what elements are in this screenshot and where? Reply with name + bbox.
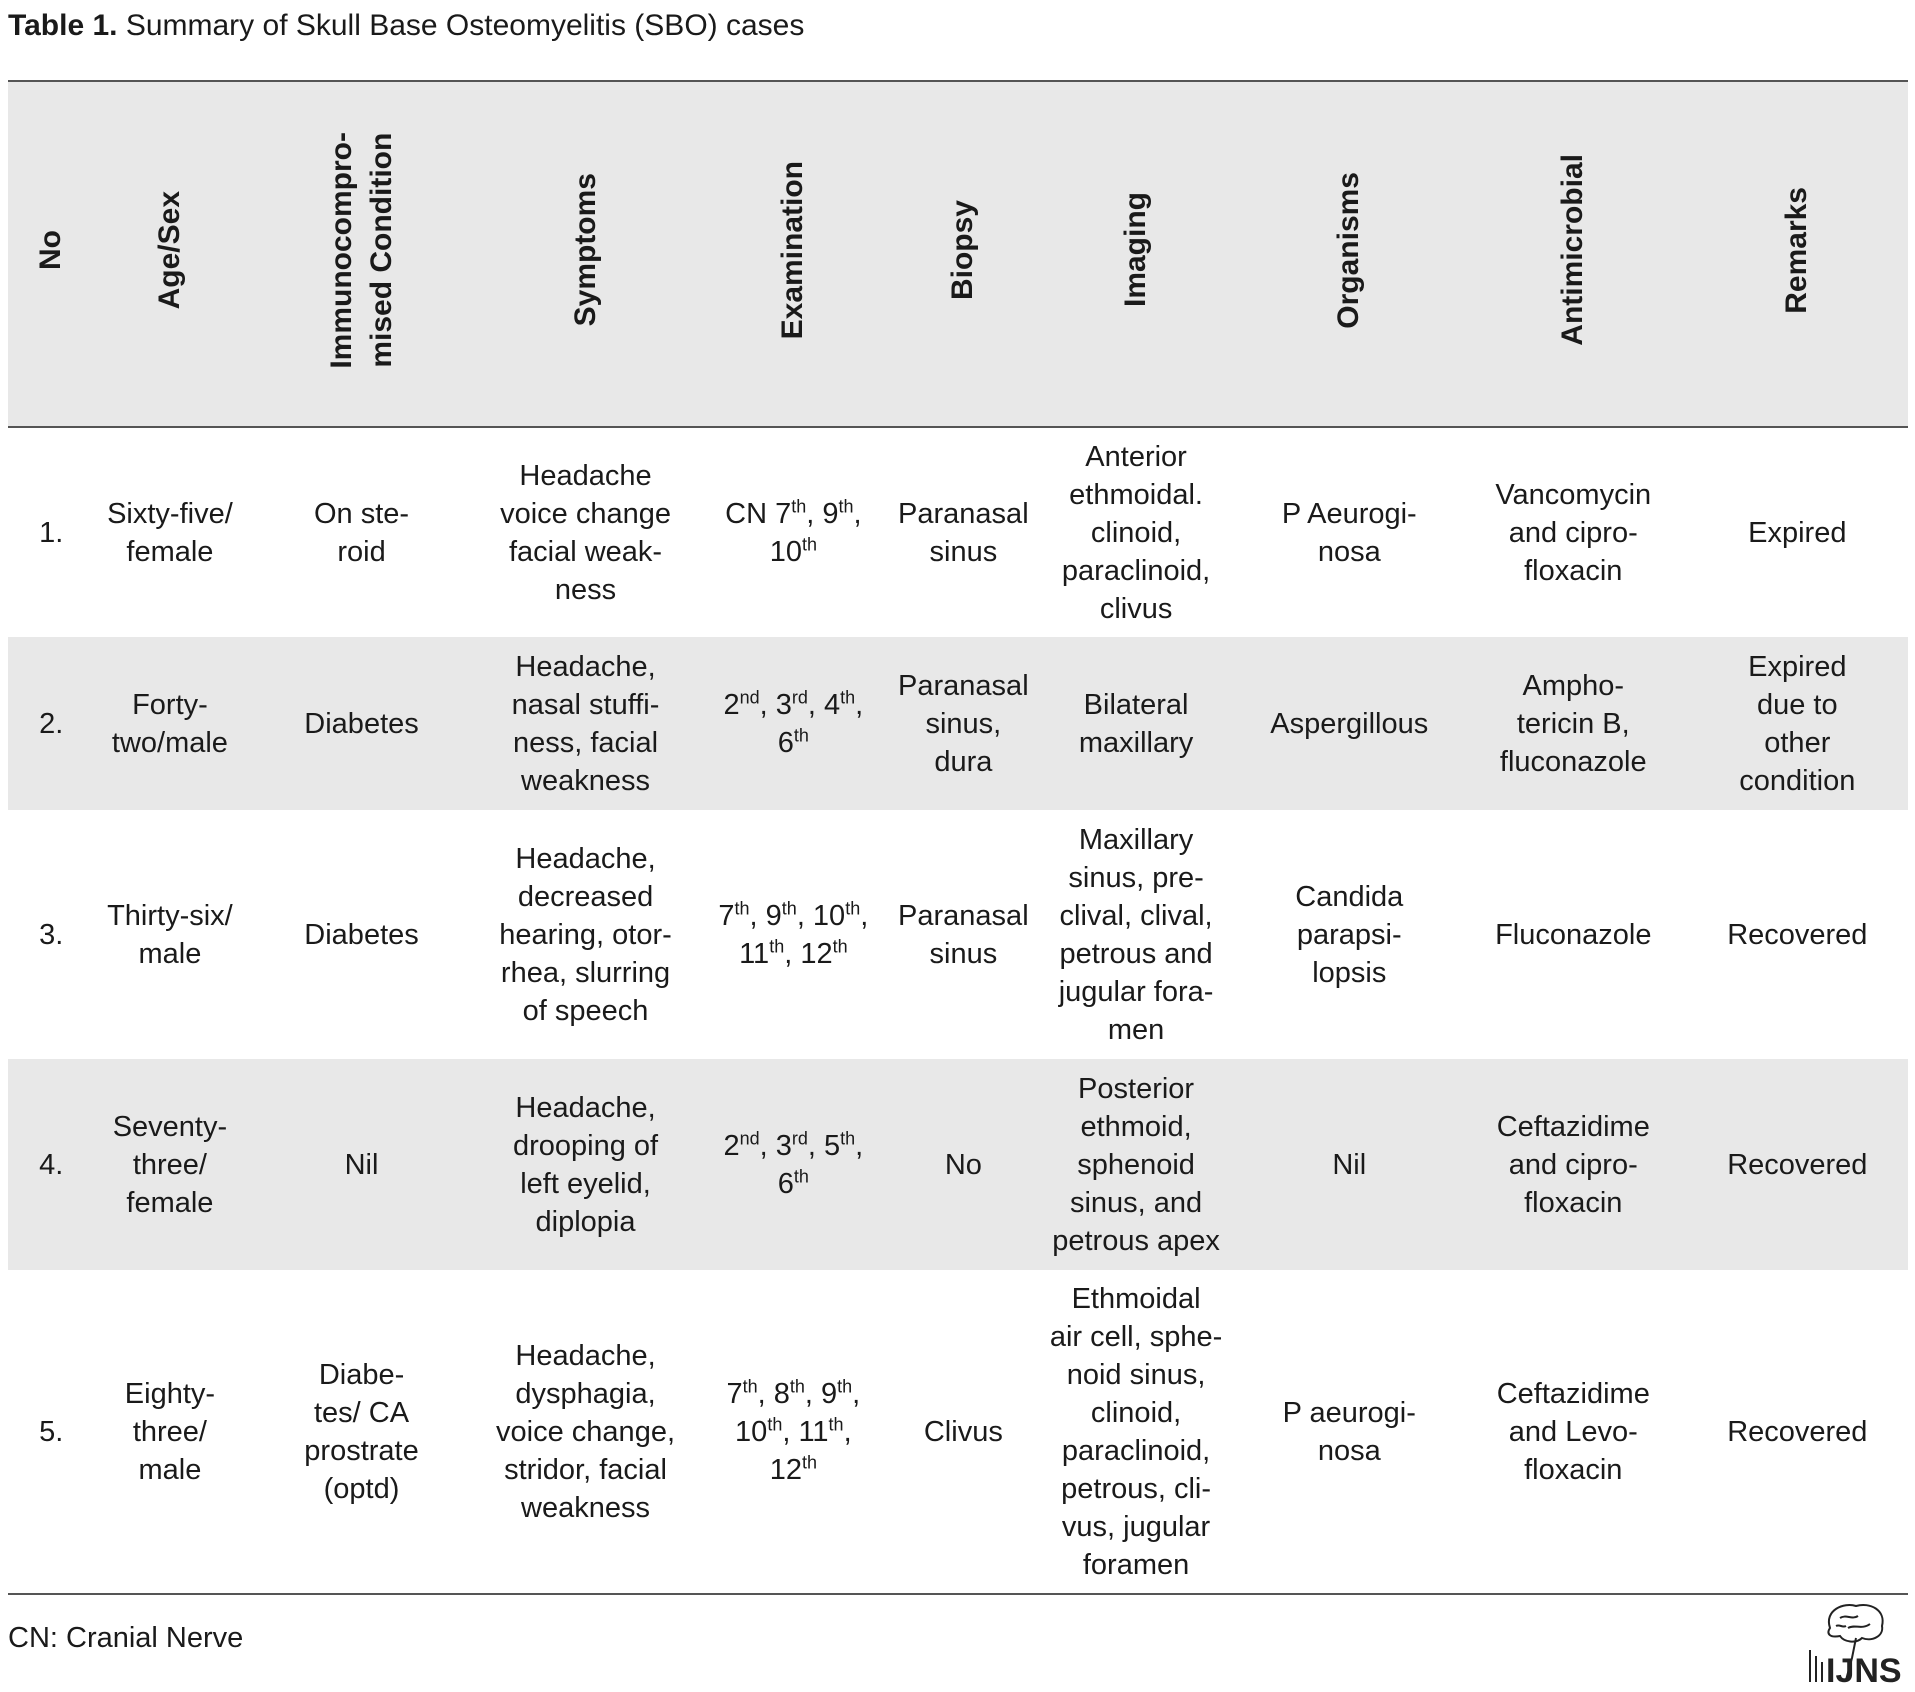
- cell-age-sex: Forty- two/male: [94, 637, 245, 810]
- cell-symptoms: Headache, decreased hearing, otor- rhea, slurring of speech: [499, 842, 672, 1027]
- header-antimicrobial: Antimicrobial: [1460, 81, 1687, 427]
- table-row: [8, 637, 1908, 810]
- cell-remarks: Expired due to other condition: [1687, 637, 1908, 810]
- cell-imaging: Maxillary sinus, pre- clival, clival, petrous and jugular fora- men: [1058, 823, 1214, 1046]
- cell-antimicrobial: Ceftazidime and cipro- floxacin: [1460, 1059, 1687, 1270]
- cell-age-sex: Seventy- three/ female: [94, 1059, 245, 1270]
- table-row: [8, 1270, 1908, 1594]
- table-row: [8, 1059, 1908, 1270]
- cell-condition: Nil: [245, 1059, 477, 1270]
- cell-symptoms: Headache, drooping of left eyelid, diplopia: [478, 1059, 694, 1270]
- table-caption-text: Summary of Skull Base Osteomyelitis (SBO) cases: [117, 9, 805, 42]
- table-row: [8, 810, 1908, 1059]
- cell-organisms: P aeurogi- nosa: [1239, 1270, 1460, 1594]
- cell-age-sex: Eighty- three/ male: [94, 1270, 245, 1594]
- cell-antimicrobial: Ampho- tericin B, fluconazole: [1460, 637, 1687, 810]
- header-imaging: Imaging: [1034, 81, 1239, 427]
- cell-condition: Diabe- tes/ CA prostrate (optd): [245, 1270, 477, 1594]
- cell-examination: 7th, 9th, 10th, 11th, 12th: [718, 897, 869, 970]
- header-no: No: [8, 81, 94, 427]
- cell-biopsy: Paranasal sinus, dura: [893, 637, 1033, 810]
- footnote: CN: Cranial Nerve: [8, 1622, 244, 1654]
- cell-imaging: Posterior ethmoid, sphenoid sinus, and petrous apex: [1034, 1059, 1239, 1270]
- cell-organisms: Nil: [1239, 1059, 1460, 1270]
- cell-examination: 7th, 8th, 9th, 10th, 11th, 12th: [693, 1270, 893, 1594]
- cell-imaging: Anterior ethmoidal. clinoid, paraclinoid, clivus: [1061, 440, 1211, 625]
- cell-no: 5.: [8, 1270, 94, 1594]
- header-examination: Examination: [693, 81, 893, 427]
- sbo-cases-table: [8, 80, 1908, 1595]
- header-symptoms: Symptoms: [478, 81, 694, 427]
- cell-remarks: Recovered: [1727, 918, 1868, 951]
- header-immunocompromised: Immunocompro- mised Condition: [245, 81, 477, 427]
- header-remarks: Remarks: [1687, 81, 1908, 427]
- cell-symptoms: Headache voice change facial weak- ness: [500, 459, 671, 606]
- cell-imaging: Bilateral maxillary: [1034, 637, 1239, 810]
- cell-examination: 2nd, 3rd, 4th, 6th: [693, 637, 893, 810]
- table-caption-label: Table 1.: [8, 9, 118, 42]
- brain-logo-icon: [1800, 1600, 1904, 1686]
- logo-text: IJNS: [1826, 1652, 1902, 1686]
- cell-remarks: Recovered: [1687, 1270, 1908, 1594]
- cell-biopsy: No: [893, 1059, 1033, 1270]
- cell-symptoms: Headache, nasal stuffi- ness, facial weakness: [478, 637, 694, 810]
- cell-antimicrobial: Vancomycin and cipro- floxacin: [1495, 478, 1652, 587]
- cell-biopsy: Clivus: [893, 1270, 1033, 1594]
- cell-no: 2.: [8, 637, 94, 810]
- table-row: [8, 427, 1908, 637]
- cell-condition: On ste- roid: [313, 497, 410, 568]
- cell-condition: Diabetes: [245, 637, 477, 810]
- cell-antimicrobial: Fluconazole: [1495, 918, 1652, 951]
- cell-no: 4.: [8, 1059, 94, 1270]
- cell-imaging: Ethmoidal air cell, sphe- noid sinus, clinoid, paraclinoid, petrous, cli- vus, jugular foramen: [1034, 1270, 1239, 1594]
- header-row: [8, 81, 1908, 427]
- cell-examination: CN 7th, 9th, 10th: [725, 495, 862, 568]
- header-biopsy: Biopsy: [893, 81, 1033, 427]
- cell-organisms: Candida parapsi- lopsis: [1295, 880, 1404, 989]
- header-age-sex: Age/Sex: [94, 81, 245, 427]
- table-caption: [8, 8, 804, 44]
- cell-remarks: Recovered: [1687, 1059, 1908, 1270]
- cell-organisms: P Aeurogi- nosa: [1281, 497, 1417, 568]
- cell-antimicrobial: Ceftazidime and Levo- floxacin: [1460, 1270, 1687, 1594]
- cell-condition: Diabetes: [304, 918, 419, 951]
- cell-examination: 2nd, 3rd, 5th, 6th: [693, 1059, 893, 1270]
- cell-age-sex: Thirty-six/ male: [107, 899, 233, 970]
- cell-organisms: Aspergillous: [1239, 637, 1460, 810]
- cell-no: 1.: [39, 516, 64, 549]
- cell-biopsy: Paranasal sinus: [898, 497, 1029, 568]
- cell-remarks: Expired: [1748, 516, 1847, 549]
- cell-symptoms: Headache, dysphagia, voice change, stridor, facial weakness: [478, 1270, 694, 1594]
- header-organisms: Organisms: [1239, 81, 1460, 427]
- cell-age-sex: Sixty-five/ female: [107, 497, 233, 568]
- cell-biopsy: Paranasal sinus: [898, 899, 1029, 970]
- cell-no: 3.: [39, 918, 64, 951]
